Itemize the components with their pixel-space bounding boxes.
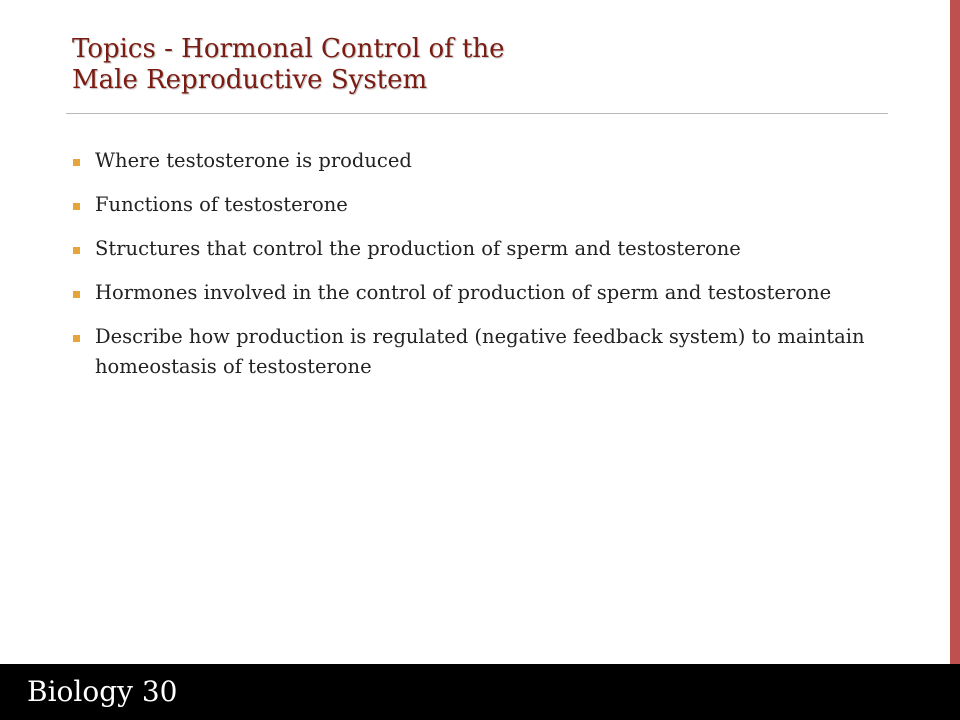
bullet-item — [72, 322, 872, 382]
footer-bar — [0, 664, 960, 720]
bullet-text: Structures that control the production of sperm and testosterone — [95, 237, 741, 260]
bullet-square-icon — [73, 159, 80, 166]
footer-course-label: Biology 30 — [27, 675, 178, 708]
bullet-list — [72, 146, 872, 396]
bullet-text: Where testosterone is produced — [95, 149, 412, 172]
bullet-item — [72, 234, 872, 264]
bullet-text: Functions of testosterone — [95, 193, 348, 216]
bullet-text: Describe how production is regulated (negative feedback system) to maintain homeostasis of testosterone — [95, 325, 865, 378]
bullet-item — [72, 146, 872, 176]
bullet-square-icon — [73, 203, 80, 210]
bullet-item — [72, 278, 872, 308]
title-line-2: Male Reproductive System — [72, 65, 428, 95]
title-divider — [66, 113, 888, 114]
bullet-square-icon — [73, 291, 80, 298]
bullet-square-icon — [73, 335, 80, 342]
title-line-1: Topics - Hormonal Control of the — [72, 34, 505, 64]
bullet-square-icon — [73, 247, 80, 254]
slide-title — [72, 34, 892, 96]
bullet-item — [72, 190, 872, 220]
accent-bar — [950, 0, 960, 664]
bullet-text: Hormones involved in the control of production of sperm and testosterone — [95, 281, 832, 304]
